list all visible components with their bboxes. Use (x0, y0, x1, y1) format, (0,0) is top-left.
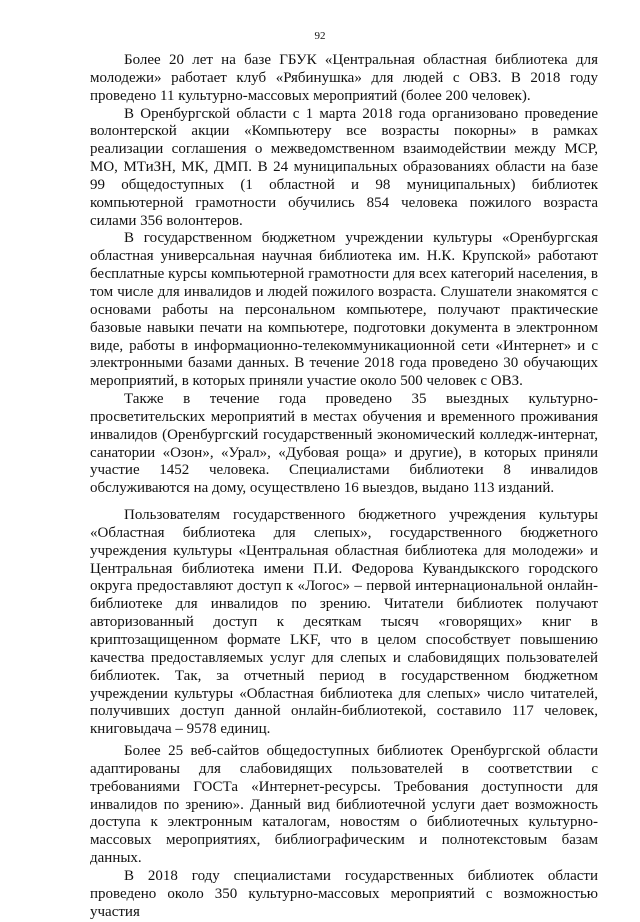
paragraph-logos-library: Пользователям государственного бюджетного учреждения культуры «Областная библиотека для слепых», государственного бюджетного учреждения культуры «Центральная областная библиотека для молодежи» и Центральная библиотека имени П.И. Федорова Кувандыкского городского округа предоставляют доступ к «Логос» – первой интернациональной онлайн-библиотеке для инвалидов по зрению. Читатели библиотек получают авторизованный доступ к десяткам тысяч «говорящих» книг в криптозащищенном формате LKF, что в целом способствует повышению качества предоставляемых услуг для слепых и слабовидящих пользователей библиотек. Так, за отчетный период в государственном бюджетном учреждении культуры «Областная библиотека для слепых» число читателей, получивших доступ данной онлайн-библиотекой, составило 117 человек, книговыдача – 9578 единиц. (90, 507, 598, 738)
paragraph-accessible-websites: Более 25 веб-сайтов общедоступных библиотек Оренбургской области адаптированы для слабовидящих пользователей в соответствии с требованиями ГОСТа «Интернет-ресурсы. Требования доступности для инвалидов по зрению». Данный вид библиотечной услуги дает возможность доступа к электронным каталогам, новостям о библиотечных культурно-массовых мероприятиях, библиографическим и полнотекстовым базам данных. (90, 743, 598, 867)
paragraph-volunteer-action: В Оренбургской области с 1 марта 2018 года организовано проведение волонтерской акции «Компьютеру все возрасты покорны» в рамках реализации соглашения о межведомственном взаимодействии между МСР, МО, МТиЗН, МК, ДМП. В 24 муниципальных образованиях области на базе 99 общедоступных (1 областной и 98 муниципальных) библиотек компьютерной грамотности обучились 854 человека пожилого возраста силами 356 волонтеров. (90, 105, 598, 229)
page-number: 92 (314, 30, 326, 42)
body-text (90, 52, 598, 922)
paragraph-events-2018: В 2018 году специалистами государственных библиотек области проведено около 350 культурно-массовых мероприятий с возможностью участия (90, 867, 598, 920)
paragraph-club-ryabinushka: Более 20 лет на базе ГБУК «Центральная областная библиотека для молодежи» работает клуб «Рябинушка» для людей с ОВЗ. В 2018 году проведено 11 культурно-массовых мероприятий (более 200 человек). (90, 52, 598, 104)
paragraph-computer-courses: В государственном бюджетном учреждении культуры «Оренбургская областная универсальная научная библиотека им. Н.К. Крупской» работают бесплатные курсы компьютерной грамотности для всех категорий населения, в том числе для инвалидов и людей пожилого возраста. Слушатели знакомятся с основами работы на персональном компьютере, получают практические базовые навыки печати на компьютере, подготовки документа в электронном виде, работы в информационно-телекоммуникационной сети «Интернет» и с электронными базами данных. В течение 2018 года проведено 30 обучающих мероприятий, в которых приняли участие около 500 человек с ОВЗ. (90, 230, 598, 390)
paragraph-outreach-events: Также в течение года проведено 35 выездных культурно-просветительских мероприятий в местах обучения и временного проживания инвалидов (Оренбургский государственный экономический колледж-интернат, санатории «Озон», «Урал», «Дубовая роща» и другие), в которых приняли участие 1452 человека. Специалистами библиотеки 8 инвалидов обслуживаются на дому, осуществлено 16 выездов, выдано 113 изданий. (90, 391, 598, 497)
